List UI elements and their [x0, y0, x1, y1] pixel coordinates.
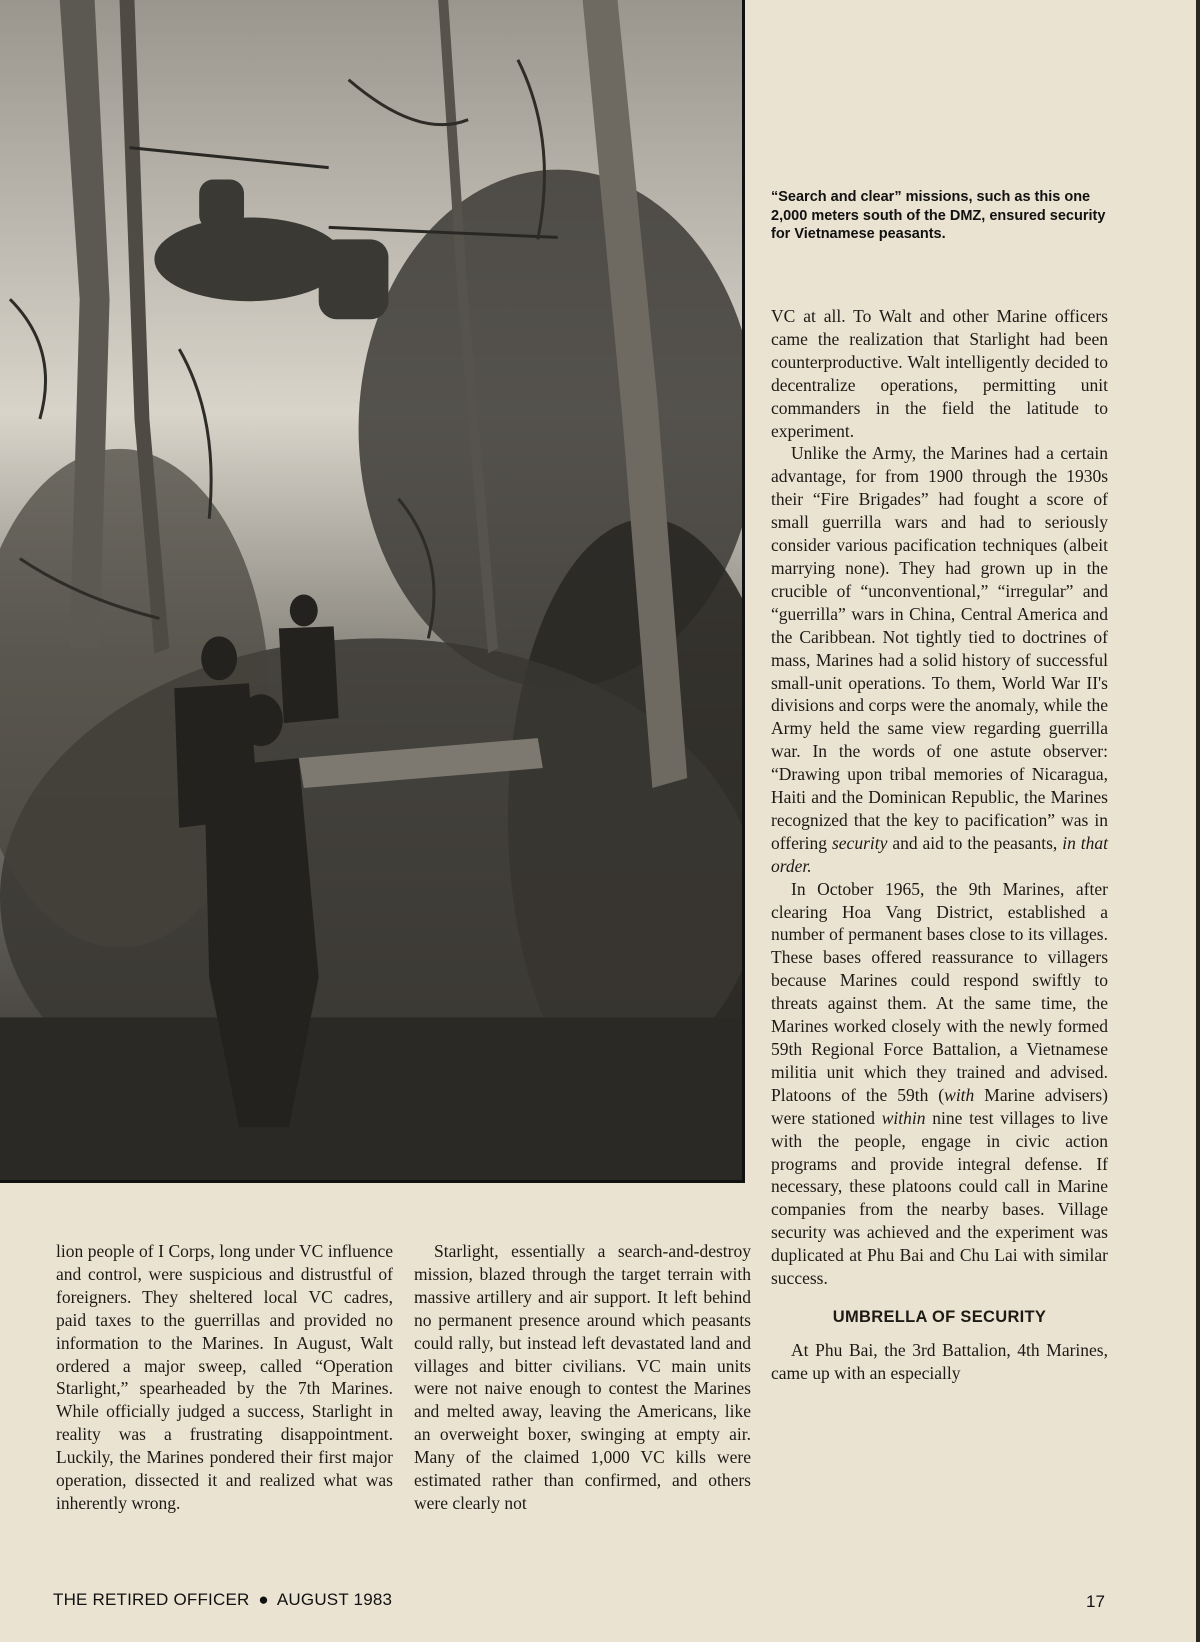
- issue-date: AUGUST 1983: [276, 1590, 393, 1609]
- publication-name: THE RETIRED OFFICER: [53, 1590, 250, 1609]
- emphasis: within: [881, 1107, 926, 1128]
- paragraph: Unlike the Army, the Marines had a certain advantage, for from 1900 through the 1930s their “Fire Brigades” had fought a score of small guerrilla wars and had to seriously consider various pacification techniques (albeit marrying none). They had grown up in the crucible of “unconventional,” “irregular” and “guerrilla” wars in China, Central America and the Caribbean. Not tightly tied to doctrines of mass, Marines had a solid history of successful small-unit operations. To them, World War II's divisions and corps were the anomaly, while the Army held the same view regarding guerrilla war. In the words of one astute observer: “Drawing upon tribal memories of Nicaragua, Haiti and the Dominican Republic, the Marines recognized that the key to pacification” was in offering security and aid to the peasants, in that order.: [771, 443, 1108, 876]
- page-number: 17: [1086, 1592, 1105, 1611]
- article-column-3: [771, 305, 1108, 1385]
- page-footer: [53, 1590, 392, 1610]
- jungle-helicopter-photo: [0, 0, 742, 1180]
- page-edge: [1196, 0, 1200, 1642]
- paragraph: lion people of I Corps, long under VC influence and control, were suspicious and distrustful of foreigners. They sheltered local VC cadres, paid taxes to the guerrillas and provided no information to the Marines. In August, Walt ordered a major sweep, called “Operation Starlight,” spearheaded by the 7th Marines. While officially judged a success, Starlight in reality was a frustrating disappointment. Luckily, the Marines pondered their first major operation, dissected it and realized what was inherently wrong.: [56, 1241, 393, 1513]
- emphasis: security: [831, 832, 888, 853]
- paragraph: At Phu Bai, the 3rd Battalion, 4th Marines, came up with an especially: [771, 1339, 1108, 1383]
- paragraph: VC at all. To Walt and other Marine officers came the realization that Starlight had been counterproductive. Walt intelligently decided to decentralize operations, permitting unit commanders in the field the latitude to experiment.: [771, 306, 1108, 441]
- emphasis: with: [944, 1084, 975, 1105]
- photo-caption: “Search and clear” missions, such as this one 2,000 meters south of the DMZ, ensured security for Vietnamese peasants.: [771, 189, 1106, 242]
- article-photo: [0, 0, 745, 1183]
- article-column-1: [56, 1240, 393, 1515]
- paragraph: In October 1965, the 9th Marines, after clearing Hoa Vang District, established a number of permanent bases close to its villages. These bases offered reassurance to villagers because Marines could respond swiftly to threats against them. At the same time, the Marines worked closely with the newly formed 59th Regional Force Battalion, a Vietnamese militia unit which they trained and advised. Platoons of the 59th (with Marine advisers) were stationed within nine test villages to live with the people, engage in civic action programs and provide integral defense. If necessary, these platoons could call in Marine companies from the nearby bases. Village security was achieved and the experiment was duplicated at Phu Bai and Chu Lai with similar success.: [771, 878, 1109, 1289]
- bullet-separator: ●: [258, 1590, 269, 1609]
- section-subhead: UMBRELLA OF SECURITY: [832, 1307, 1047, 1326]
- paragraph: Starlight, essentially a search-and-destroy mission, blazed through the target terrain with massive artillery and air support. It left behind no permanent presence around which peasants could rally, but instead left devastated land and villages and bitter civilians. VC main units were not naive enough to contest the Marines and melted away, leaving the Americans, like an overweight boxer, swinging at empty air. Many of the claimed 1,000 VC kills were estimated rather than confirmed, and others were clearly not: [414, 1241, 751, 1513]
- article-column-2: [414, 1240, 751, 1515]
- emphasis: in that order.: [771, 832, 1108, 876]
